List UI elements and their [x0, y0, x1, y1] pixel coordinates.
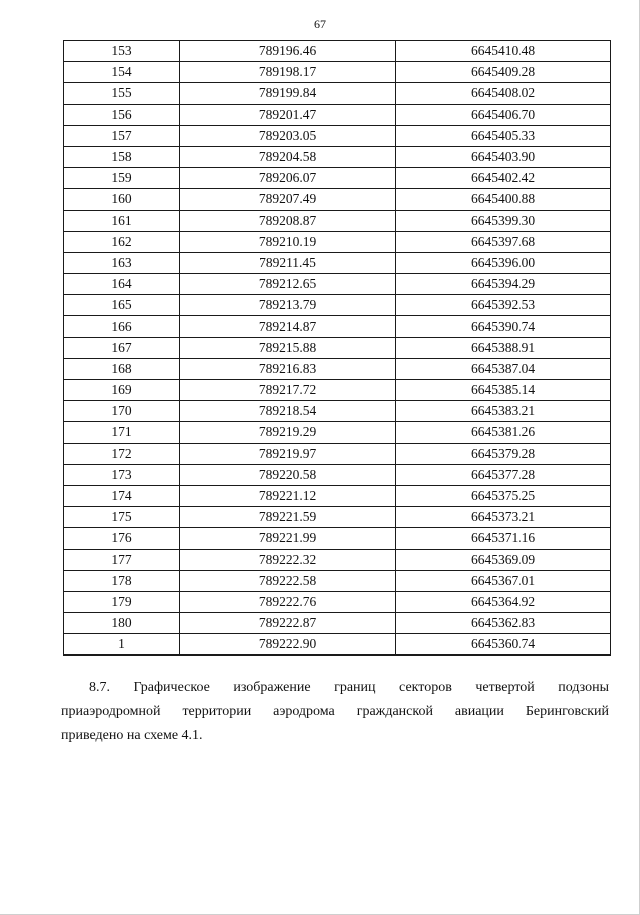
y-coordinate-cell: 6645397.68: [396, 231, 611, 252]
table-row: [64, 401, 611, 422]
point-number-cell: 1: [64, 634, 180, 656]
point-number-cell: 171: [64, 422, 180, 443]
table-row: [64, 422, 611, 443]
table-row: [64, 104, 611, 125]
x-coordinate-cell: 789210.19: [180, 231, 396, 252]
x-coordinate-cell: 789215.88: [180, 337, 396, 358]
point-number-cell: 179: [64, 591, 180, 612]
y-coordinate-cell: 6645392.53: [396, 295, 611, 316]
x-coordinate-cell: 789207.49: [180, 189, 396, 210]
point-number-cell: 153: [64, 41, 180, 62]
x-coordinate-cell: 789221.59: [180, 507, 396, 528]
x-coordinate-cell: 789196.46: [180, 41, 396, 62]
table-row: [64, 125, 611, 146]
y-coordinate-cell: 6645385.14: [396, 380, 611, 401]
y-coordinate-cell: 6645387.04: [396, 358, 611, 379]
point-number-cell: 176: [64, 528, 180, 549]
paragraph-line-1: 8.7. Графическое изображение границ секторов четвертой подзоны: [89, 680, 609, 695]
y-coordinate-cell: 6645410.48: [396, 41, 611, 62]
y-coordinate-cell: 6645364.92: [396, 591, 611, 612]
table-row: [64, 613, 611, 634]
point-number-cell: 169: [64, 380, 180, 401]
point-number-cell: 162: [64, 231, 180, 252]
table-row: [64, 464, 611, 485]
table-row: [64, 210, 611, 231]
table-row: [64, 634, 611, 656]
point-number-cell: 175: [64, 507, 180, 528]
section-paragraph: [61, 676, 609, 748]
point-number-cell: 168: [64, 358, 180, 379]
point-number-cell: 178: [64, 570, 180, 591]
coordinates-table: [63, 40, 611, 656]
table-row: [64, 570, 611, 591]
point-number-cell: 164: [64, 274, 180, 295]
x-coordinate-cell: 789218.54: [180, 401, 396, 422]
y-coordinate-cell: 6645406.70: [396, 104, 611, 125]
x-coordinate-cell: 789213.79: [180, 295, 396, 316]
point-number-cell: 154: [64, 62, 180, 83]
y-coordinate-cell: 6645396.00: [396, 252, 611, 273]
table-row: [64, 83, 611, 104]
x-coordinate-cell: 789221.12: [180, 485, 396, 506]
x-coordinate-cell: 789198.17: [180, 62, 396, 83]
coordinates-table-body: [64, 41, 611, 656]
y-coordinate-cell: 6645360.74: [396, 634, 611, 656]
point-number-cell: 157: [64, 125, 180, 146]
x-coordinate-cell: 789201.47: [180, 104, 396, 125]
table-row: [64, 295, 611, 316]
point-number-cell: 172: [64, 443, 180, 464]
table-row: [64, 41, 611, 62]
x-coordinate-cell: 789216.83: [180, 358, 396, 379]
y-coordinate-cell: 6645400.88: [396, 189, 611, 210]
x-coordinate-cell: 789217.72: [180, 380, 396, 401]
x-coordinate-cell: 789208.87: [180, 210, 396, 231]
y-coordinate-cell: 6645402.42: [396, 168, 611, 189]
y-coordinate-cell: 6645381.26: [396, 422, 611, 443]
x-coordinate-cell: 789219.29: [180, 422, 396, 443]
page-number: 67: [314, 17, 326, 31]
y-coordinate-cell: 6645369.09: [396, 549, 611, 570]
point-number-cell: 155: [64, 83, 180, 104]
x-coordinate-cell: 789222.90: [180, 634, 396, 656]
point-number-cell: 174: [64, 485, 180, 506]
x-coordinate-cell: 789203.05: [180, 125, 396, 146]
point-number-cell: 159: [64, 168, 180, 189]
point-number-cell: 158: [64, 146, 180, 167]
y-coordinate-cell: 6645373.21: [396, 507, 611, 528]
y-coordinate-cell: 6645409.28: [396, 62, 611, 83]
y-coordinate-cell: 6645403.90: [396, 146, 611, 167]
point-number-cell: 167: [64, 337, 180, 358]
point-number-cell: 177: [64, 549, 180, 570]
point-number-cell: 156: [64, 104, 180, 125]
table-row: [64, 507, 611, 528]
y-coordinate-cell: 6645371.16: [396, 528, 611, 549]
x-coordinate-cell: 789222.87: [180, 613, 396, 634]
x-coordinate-cell: 789214.87: [180, 316, 396, 337]
x-coordinate-cell: 789219.97: [180, 443, 396, 464]
table-row: [64, 485, 611, 506]
y-coordinate-cell: 6645388.91: [396, 337, 611, 358]
table-row: [64, 380, 611, 401]
table-row: [64, 443, 611, 464]
x-coordinate-cell: 789204.58: [180, 146, 396, 167]
table-row: [64, 358, 611, 379]
y-coordinate-cell: 6645377.28: [396, 464, 611, 485]
table-row: [64, 189, 611, 210]
x-coordinate-cell: 789222.76: [180, 591, 396, 612]
table-row: [64, 168, 611, 189]
table-row: [64, 146, 611, 167]
paragraph-line-2: приаэродромной территории аэродрома гражданской авиации Беринговский: [61, 704, 609, 719]
y-coordinate-cell: 6645390.74: [396, 316, 611, 337]
table-row: [64, 62, 611, 83]
table-row: [64, 316, 611, 337]
y-coordinate-cell: 6645405.33: [396, 125, 611, 146]
table-row: [64, 549, 611, 570]
y-coordinate-cell: 6645399.30: [396, 210, 611, 231]
y-coordinate-cell: 6645379.28: [396, 443, 611, 464]
y-coordinate-cell: 6645408.02: [396, 83, 611, 104]
table-row: [64, 528, 611, 549]
x-coordinate-cell: 789222.58: [180, 570, 396, 591]
y-coordinate-cell: 6645367.01: [396, 570, 611, 591]
y-coordinate-cell: 6645394.29: [396, 274, 611, 295]
point-number-cell: 166: [64, 316, 180, 337]
x-coordinate-cell: 789199.84: [180, 83, 396, 104]
y-coordinate-cell: 6645383.21: [396, 401, 611, 422]
point-number-cell: 165: [64, 295, 180, 316]
x-coordinate-cell: 789221.99: [180, 528, 396, 549]
table-row: [64, 274, 611, 295]
table-row: [64, 252, 611, 273]
x-coordinate-cell: 789211.45: [180, 252, 396, 273]
x-coordinate-cell: 789212.65: [180, 274, 396, 295]
paragraph-line-3: приведено на схеме 4.1.: [61, 728, 203, 743]
x-coordinate-cell: 789222.32: [180, 549, 396, 570]
point-number-cell: 163: [64, 252, 180, 273]
point-number-cell: 173: [64, 464, 180, 485]
y-coordinate-cell: 6645362.83: [396, 613, 611, 634]
table-row: [64, 591, 611, 612]
x-coordinate-cell: 789220.58: [180, 464, 396, 485]
point-number-cell: 160: [64, 189, 180, 210]
point-number-cell: 170: [64, 401, 180, 422]
table-row: [64, 231, 611, 252]
point-number-cell: 180: [64, 613, 180, 634]
y-coordinate-cell: 6645375.25: [396, 485, 611, 506]
x-coordinate-cell: 789206.07: [180, 168, 396, 189]
point-number-cell: 161: [64, 210, 180, 231]
table-row: [64, 337, 611, 358]
